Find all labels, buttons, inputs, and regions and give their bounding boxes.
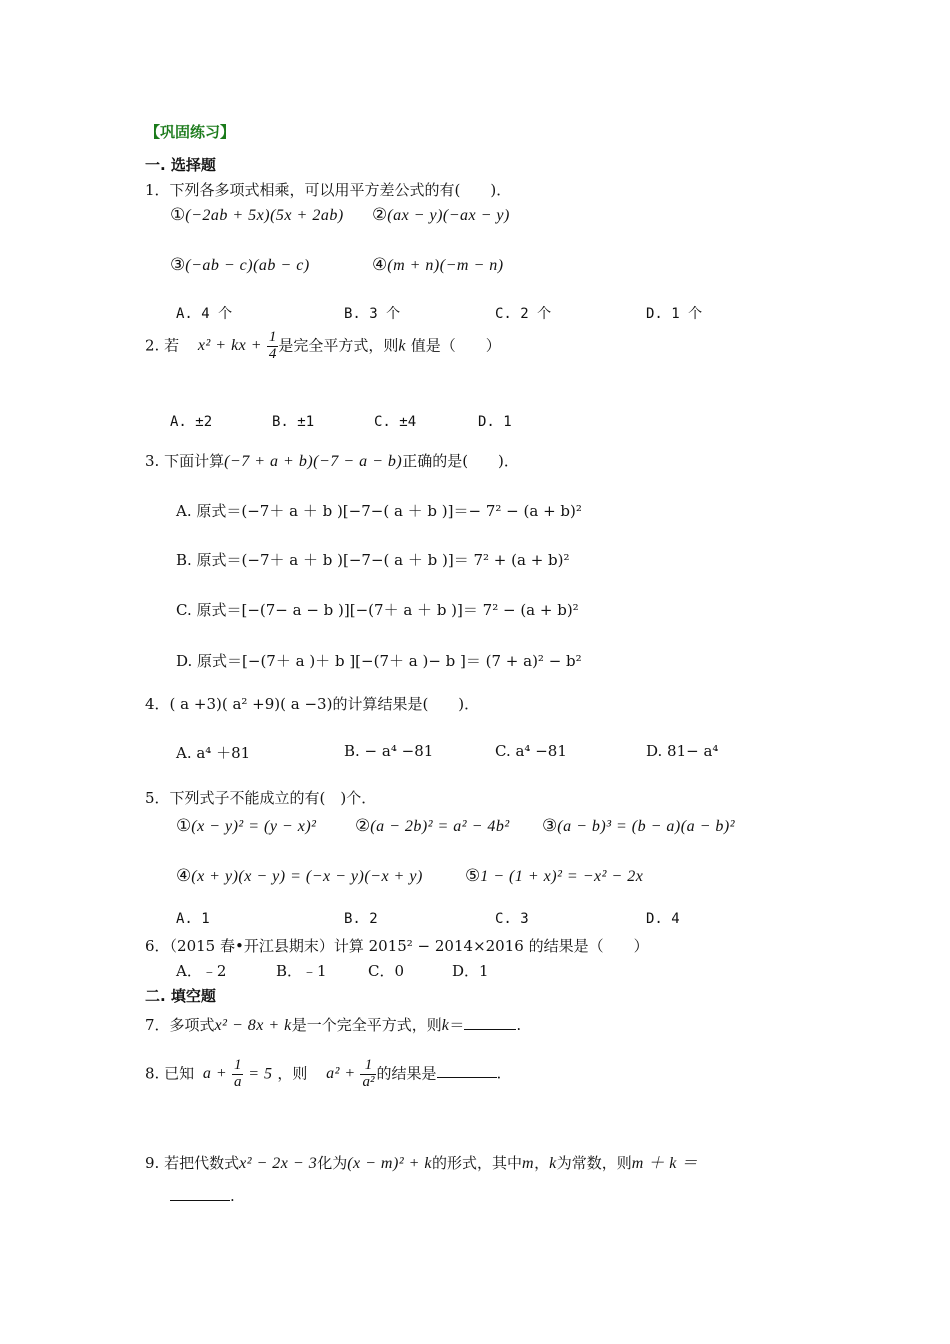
q8-expr2-fraction [360,1058,376,1091]
q1-item-3-mark: ③ [170,255,186,275]
q2-option-d: D. 1 [478,414,512,430]
q5-item-5-expr: 1 − (1 + x)² = −x² − 2x [480,868,644,885]
q4-option-b: B. − a⁴ −81 [344,742,434,760]
q1-item-2-expr: (ax − y)(−ax − y) [387,207,510,224]
q5-item-3 [542,816,735,836]
q5-item-3-mark: ③ [542,816,558,836]
q8-expr2-left: a² + [326,1065,356,1083]
q1-item-3 [170,255,310,275]
q8-expr1-num: 1 [233,1057,242,1073]
q9-m: m [522,1155,535,1172]
q4-option-d: D. 81− a⁴ [646,742,719,760]
q9-end: . [230,1187,235,1205]
q5-item-2-expr: (a − 2b)² = a² − 4b² [370,818,510,835]
q2-option-c: C. ±4 [374,414,417,430]
q2-suffix-b: 值是（ ） [410,336,501,355]
q9-prefix: 9. 若把代数式 [145,1154,240,1172]
q5-option-d: D. 4 [646,911,680,927]
q1-item-3-expr: (−ab − c)(ab − c) [185,257,310,274]
q1-item-4-mark: ④ [372,255,388,275]
q8-end: . [496,1064,502,1083]
q9-line [145,1150,698,1173]
q9-expr1: x² − 2x − 3 [239,1155,318,1172]
q8-line [145,1058,501,1091]
q8-expr1-right: = 5 [248,1065,273,1083]
q2-fraction [267,330,279,363]
q5-item-3-expr: (a − b)³ = (b − a)(a − b)² [557,818,735,835]
q7-end: . [516,1016,522,1034]
q1-option-c: C. 2 个 [495,306,552,322]
q3-option-d: D. 原式＝[−(7＋ a )＋ b ][−(7＋ a )− b ]＝ (7 + a)² − b² [176,652,582,670]
q9-answer-blank[interactable] [170,1186,230,1201]
q7-mid: 是一个完全平方式，则 [291,1016,442,1034]
q5-item-2-mark: ② [355,816,371,836]
q8-prefix: 8. 已知 [145,1064,195,1083]
q2-line [145,330,501,363]
page-title: 【巩固练习】 [145,123,236,141]
q5-option-a: A. 1 [176,911,210,927]
q7-prefix: 7．多项式 [145,1016,215,1034]
q6-option-a: A．﹣2 [176,962,227,980]
q9-answer-line [170,1186,235,1205]
q9-expr3: m ＋ k ＝ [631,1155,698,1172]
q5-item-5 [465,866,643,886]
q1-option-d: D. 1 个 [646,306,703,322]
q1-item-2-mark: ② [372,205,388,225]
q9-mid2: 的形式，其中 [432,1154,523,1172]
q4-stem: 4．( a +3)( a² +9)( a −3)的计算结果是( )． [145,695,480,713]
q9-mid3: 为常数，则 [556,1154,632,1172]
q2-k: k [398,337,406,355]
q2-prefix: 2. 若 [145,336,180,355]
q7-suffix: ＝ [449,1016,465,1034]
q6-option-c: C．0 [368,962,405,980]
q6-option-b: B．﹣1 [276,962,327,980]
q3-expr: (−7 + a + b)(−7 − a − b) [224,453,403,470]
q5-item-2 [355,816,510,836]
q1-stem: 1．下列各多项式相乘，可以用平方差公式的有( )． [145,181,512,199]
q3-option-a: A. 原式＝(−7＋ a ＋ b )[−7−( a ＋ b )]＝− 7² − (a + b)² [176,502,582,520]
q6-option-d: D．1 [452,962,489,980]
q2-frac-num: 1 [268,329,277,345]
q9-expr2: (x − m)² + k [347,1155,433,1172]
q1-item-2 [372,205,510,225]
section-fill-heading: 二. 填空题 [145,987,216,1005]
q4-option-a: A. a⁴ ＋81 [176,744,251,762]
q5-item-1 [176,816,316,836]
q2-option-a: A. ±2 [170,414,213,430]
q5-item-1-expr: (x − y)² = (y − x)² [191,818,317,835]
q9-mid1: 化为 [317,1154,348,1172]
q8-mid: ，则 [277,1064,308,1083]
q6-stem: 6．（2015 春•开江县期末）计算 2015² − 2014×2016 的结果是（ ） [145,937,649,955]
q3-suffix: 正确的是( )． [402,452,519,470]
q1-item-1 [170,205,344,225]
q8-answer-blank[interactable] [437,1063,497,1078]
q5-option-c: C. 3 [495,911,529,927]
q3-line [145,450,519,471]
q5-item-5-mark: ⑤ [465,866,481,886]
q1-option-b: B. 3 个 [344,306,401,322]
q4-option-c: C. a⁴ −81 [495,742,567,760]
q3-prefix: 3. 下面计算 [145,452,225,470]
q1-item-1-mark: ① [170,205,186,225]
q7-expr: x² − 8x + k [214,1017,292,1034]
q1-option-a: A. 4 个 [176,306,233,322]
q1-item-1-expr: (−2ab + 5x)(5x + 2ab) [185,207,344,224]
section-choice-heading: 一. 选择题 [145,156,216,174]
q7-answer-blank[interactable] [464,1015,516,1030]
q5-item-4-mark: ④ [176,866,192,886]
q5-stem: 5．下列式子不能成立的有( )个． [145,789,377,807]
q5-item-4-expr: (x + y)(x − y) = (−x − y)(−x + y) [191,868,423,885]
q2-option-b: B. ±1 [272,414,315,430]
q7-line [145,1014,521,1035]
q8-expr2-num: 1 [360,1058,376,1075]
q3-option-b: B. 原式＝(−7＋ a ＋ b )[−7−( a ＋ b )]＝ 7² + (a + b)² [176,551,570,569]
q9-k: k [549,1155,557,1172]
q2-suffix-a: 是完全平方式，则 [278,336,399,355]
q3-option-c: C. 原式＝[−(7− a − b )][−(7＋ a ＋ b )]＝ 7² − (a + b)² [176,601,579,619]
q7-k: k [441,1017,450,1034]
q8-expr1-den: a [233,1073,242,1090]
q8-expr2-den: a² [362,1073,375,1090]
q5-option-b: B. 2 [344,911,378,927]
q2-expr: x² + kx + [197,337,263,355]
q5-item-1-mark: ① [176,816,192,836]
q1-item-4-expr: (m + n)(−m − n) [387,257,504,274]
q1-item-4 [372,255,504,275]
q8-suffix: 的结果是 [376,1064,437,1083]
q8-expr1-left: a + [202,1065,228,1083]
q5-item-4 [176,866,423,886]
q8-expr1-fraction [232,1058,244,1091]
q9-comma: ， [534,1154,550,1172]
q2-frac-den: 4 [268,345,277,362]
